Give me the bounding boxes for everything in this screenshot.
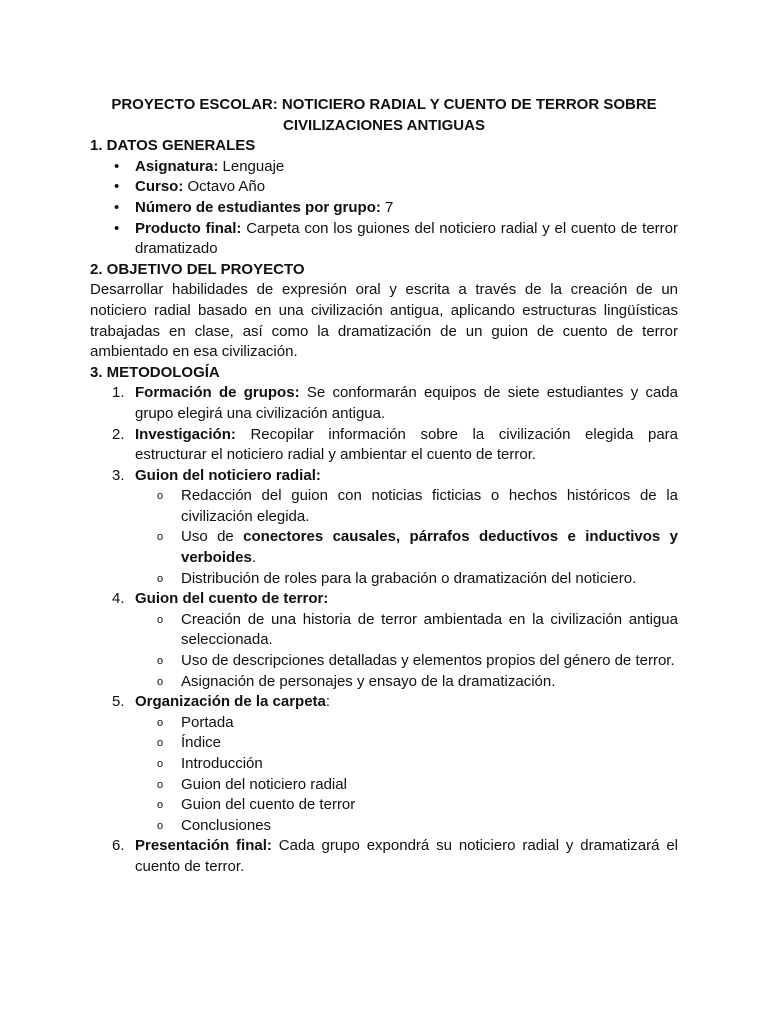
datos-item-value: Octavo Año [187, 178, 266, 196]
step-text: Se conformarán equipos de siete estudiantes y cada grupo elegirá una civilización antigua. [135, 384, 678, 422]
datos-item-value: Lenguaje [222, 157, 285, 175]
sub-marker: o [157, 737, 164, 750]
sub-marker: o [157, 531, 164, 544]
step-number: 4. [112, 590, 125, 608]
sub-item-post: . [251, 549, 257, 567]
title-line-2: CIVILIZACIONES ANTIGUAS [283, 116, 485, 134]
sub-marker: o [157, 490, 164, 503]
objetivo-paragraph: Desarrollar habilidades de expresión oral y escrita a través de la creación de un noticiero radial basado en una civilización antigua, aplicando estructuras lingüísticas trabajadas en clase, así como la dramatización de un guion de cuento de terror ambientado en esa civilización. [90, 281, 678, 361]
step-label: Organización de la carpeta [135, 693, 326, 711]
sub-item [135, 733, 678, 754]
datos-list [90, 157, 678, 260]
sub-marker: o [157, 655, 164, 668]
sub-item-pre: Uso de [181, 528, 244, 546]
metodologia-step [90, 589, 678, 692]
step-number: 5. [112, 693, 125, 711]
datos-item [90, 219, 678, 260]
sub-item [135, 486, 678, 527]
metodologia-step [90, 692, 678, 836]
step-text: : [325, 693, 331, 711]
datos-item-value: 7 [385, 198, 394, 216]
carpeta-sublist [135, 713, 678, 837]
sub-item-text: Guion del noticiero radial [181, 775, 347, 793]
section-heading-objetivo: 2. OBJETIVO DEL PROYECTO [90, 260, 305, 278]
sub-item-text: Distribución de roles para la grabación o dramatización del noticiero. [181, 569, 637, 587]
sub-marker: o [157, 799, 164, 812]
step-text: Cada grupo expondrá su noticiero radial y dramatizará el cuento de terror. [135, 837, 679, 875]
datos-item-value: Carpeta con los guiones del noticiero radial y el cuento de terror dramatizado [135, 219, 679, 258]
sub-item [135, 569, 678, 590]
sub-item-text: Introducción [181, 755, 263, 772]
cuento-sublist [135, 610, 678, 692]
step-text: Recopilar información sobre la civilización elegida para estructurar el noticiero radial y ambientar el cuento de terror. [135, 425, 679, 464]
title-line-1: PROYECTO ESCOLAR: NOTICIERO RADIAL Y CUENTO DE TERROR SOBRE [111, 96, 657, 113]
datos-item-label: Número de estudiantes por grupo: [135, 198, 381, 216]
datos-item [90, 157, 678, 178]
sub-item [135, 651, 678, 672]
sub-item-text: Redacción del guion con noticias ficticias o hechos históricos de la civilización elegida. [181, 487, 678, 525]
sub-item [135, 527, 678, 568]
noticiero-sublist [135, 486, 678, 589]
step-number: 3. [112, 466, 125, 484]
metodologia-step [90, 383, 678, 424]
sub-marker: o [157, 613, 164, 626]
sub-item-text: Uso de descripciones detalladas y elementos propios del género de terror. [181, 652, 675, 670]
sub-item [135, 610, 678, 651]
sub-item-bold: conectores causales, párrafos deductivos e inductivos y verboides [181, 528, 678, 567]
step-number: 1. [112, 384, 125, 402]
metodologia-list [90, 383, 678, 877]
sub-marker: o [157, 716, 164, 729]
step-label: Investigación: [135, 425, 236, 443]
sub-marker: o [157, 778, 164, 791]
sub-item [135, 775, 678, 796]
metodologia-step [90, 466, 678, 590]
sub-item-text: Creación de una historia de terror ambientada en la civilización antigua seleccionada. [181, 610, 678, 649]
sub-item [135, 816, 678, 837]
section-heading-datos: 1. DATOS GENERALES [90, 137, 256, 155]
step-label: Formación de grupos: [135, 384, 300, 402]
sub-marker: o [157, 675, 164, 688]
sub-item-text: Asignación de personajes y ensayo de la dramatización. [181, 672, 556, 690]
step-label: Guion del noticiero radial: [135, 466, 321, 484]
step-number: 2. [112, 425, 125, 443]
datos-item-label: Curso: [135, 178, 184, 196]
sub-item-text: Guion del cuento de terror [181, 796, 356, 814]
datos-item-label: Producto final: [135, 219, 242, 237]
section-heading-metodologia: 3. METODOLOGÍA [90, 363, 220, 381]
sub-item-text: Portada [181, 713, 234, 731]
sub-item-text: Conclusiones [181, 816, 272, 834]
sub-item [135, 672, 678, 693]
metodologia-step [90, 836, 678, 877]
step-label: Guion del cuento de terror: [135, 590, 329, 608]
sub-marker: o [157, 819, 164, 832]
step-number: 6. [112, 837, 125, 855]
sub-item-text: Índice [181, 734, 222, 752]
document-title [90, 95, 678, 136]
metodologia-step [90, 425, 678, 466]
datos-item-label: Asignatura: [135, 157, 219, 175]
datos-item [90, 198, 678, 219]
sub-item [135, 713, 678, 734]
step-label: Presentación final: [135, 837, 272, 855]
datos-item [90, 177, 678, 198]
sub-item [135, 795, 678, 816]
sub-marker: o [157, 758, 164, 770]
sub-marker: o [157, 572, 164, 585]
sub-item [135, 754, 678, 775]
